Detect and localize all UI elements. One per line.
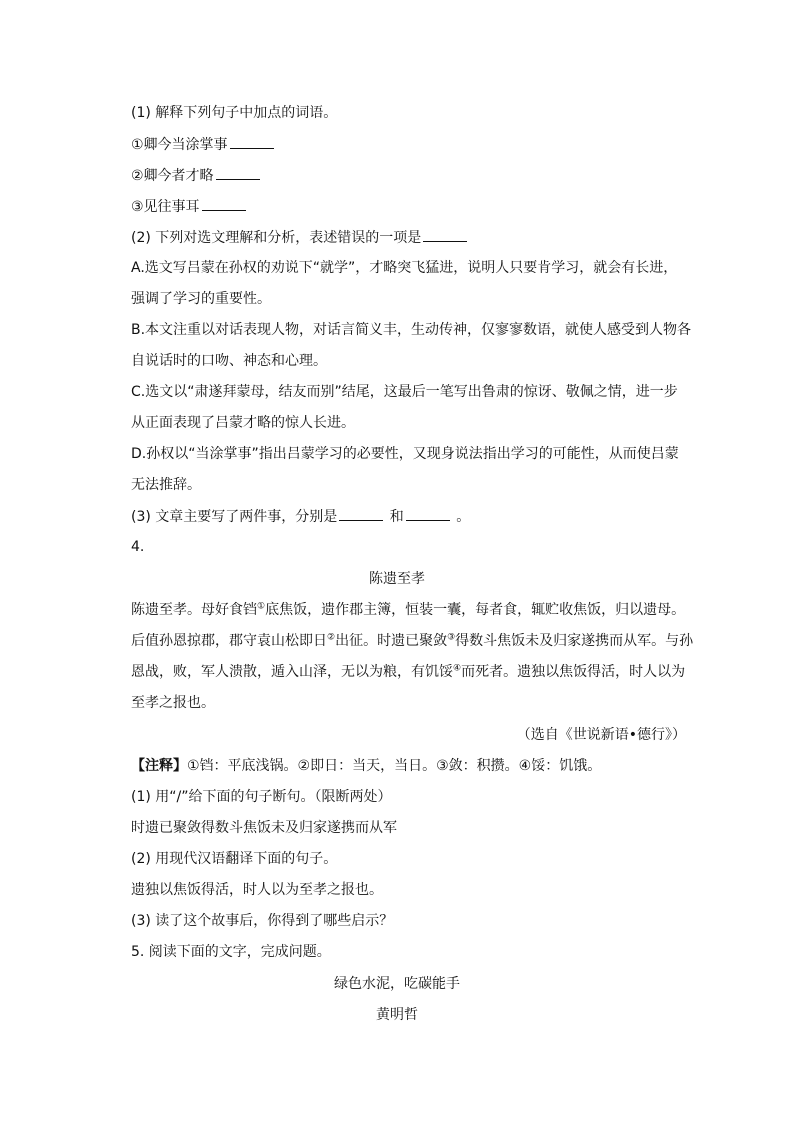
q4-notes: 【注释】①铛：平底浅锅。②即日：当天，当日。③敛：积攒。④馁：饥饿。 [131,758,602,774]
q5-heading: 5. 阅读下面的文字，完成问题。 [131,944,331,960]
q4-title: 陈遗至孝 [369,571,425,587]
q3-option-c-line2: 从正面表现了吕蒙才略的惊人长进。 [131,415,355,431]
q4-sub2: (2) 用现代汉语翻译下面的句子。 [131,851,338,867]
q4-sub1: (1) 用“/”给下面的句子断句。（限断两处） [131,789,392,805]
q3-option-d-line2: 无法推辞。 [131,477,201,493]
answer-blank[interactable] [423,227,467,242]
q3-option-a-line1: A.选文写吕蒙在孙权的劝说下“就学”，才略突飞猛进，说明人只要肯学习，就会有长进， [131,260,678,276]
note-marker: ③ [447,632,456,643]
answer-blank[interactable] [339,506,383,521]
q4-passage-line1: 陈遗至孝。母好食铛①底焦饭，遗作郡主簿，恒装一囊，每者食，辄贮收焦饭，归以遗母。 [131,601,686,618]
answer-blank[interactable] [202,196,246,211]
note-marker: ④ [453,663,462,674]
q4-sub3: (3) 读了这个故事后，你得到了哪些启示？ [131,913,394,929]
answer-blank[interactable] [230,134,274,149]
q3-option-c-line1: C.选文以“肃遂拜蒙母，结友而别”结尾，这最后一笔写出鲁肃的惊讶、敬佩之情，进一步 [131,384,678,400]
note-marker: ② [327,632,336,643]
q4-sub1-text: 时遗已聚敛得数斗焦饭未及归家遂携而从军 [131,820,397,836]
q3-sub2: (2) 下列对选文理解和分析，表述错误的一项是 [131,227,469,248]
q3-sub1: (1) 解释下列句子中加点的词语。 [131,105,338,121]
q3-word-3: ③见往事耳 [131,196,248,217]
answer-blank[interactable] [406,506,450,521]
q3-word-1: ①卿今当涂掌事 [131,134,276,155]
q3-option-a-line2: 强调了学习的重要性。 [131,291,271,307]
note-marker: ① [257,601,266,612]
q4-source: （选自《世说新语•德行》） [516,727,686,743]
q4-number: 4. [131,539,145,555]
q3-option-d-line1: D.孙权以“当涂掌事”指出吕蒙学习的必要性，又现身说法指出学习的可能性，从而使吕蒙 [131,446,679,462]
q3-option-b-line2: 自说话时的口吻、神态和心理。 [131,353,327,369]
q3-option-b-line1: B.本文注重以对话表现人物，对话言简义丰，生动传神，仅寥寥数语，就使人感受到人物各 [131,322,692,338]
q3-word-2: ②卿今者才略 [131,165,262,186]
q5-author: 黄明哲 [376,1007,418,1023]
q3-sub3: (3) 文章主要写了两件事，分别是 和 。 [131,506,470,527]
q5-title: 绿色水泥，吃碳能手 [334,976,460,992]
q4-sub2-text: 遗独以焦饭得活，时人以为至孝之报也。 [131,882,383,898]
answer-blank[interactable] [216,165,260,180]
q4-passage-line2: 后值孙恩掠郡，郡守袁山松即日②出征。时遗已聚敛③得数斗焦饭未及归家遂携而从军。与孙 [131,632,694,649]
q4-passage-line3: 恩战，败，军人溃散，遁入山泽，无以为粮，有饥馁④而死者。遗独以焦饭得活，时人以为 [131,663,686,680]
q4-passage-line4: 至孝之报也。 [131,695,215,711]
